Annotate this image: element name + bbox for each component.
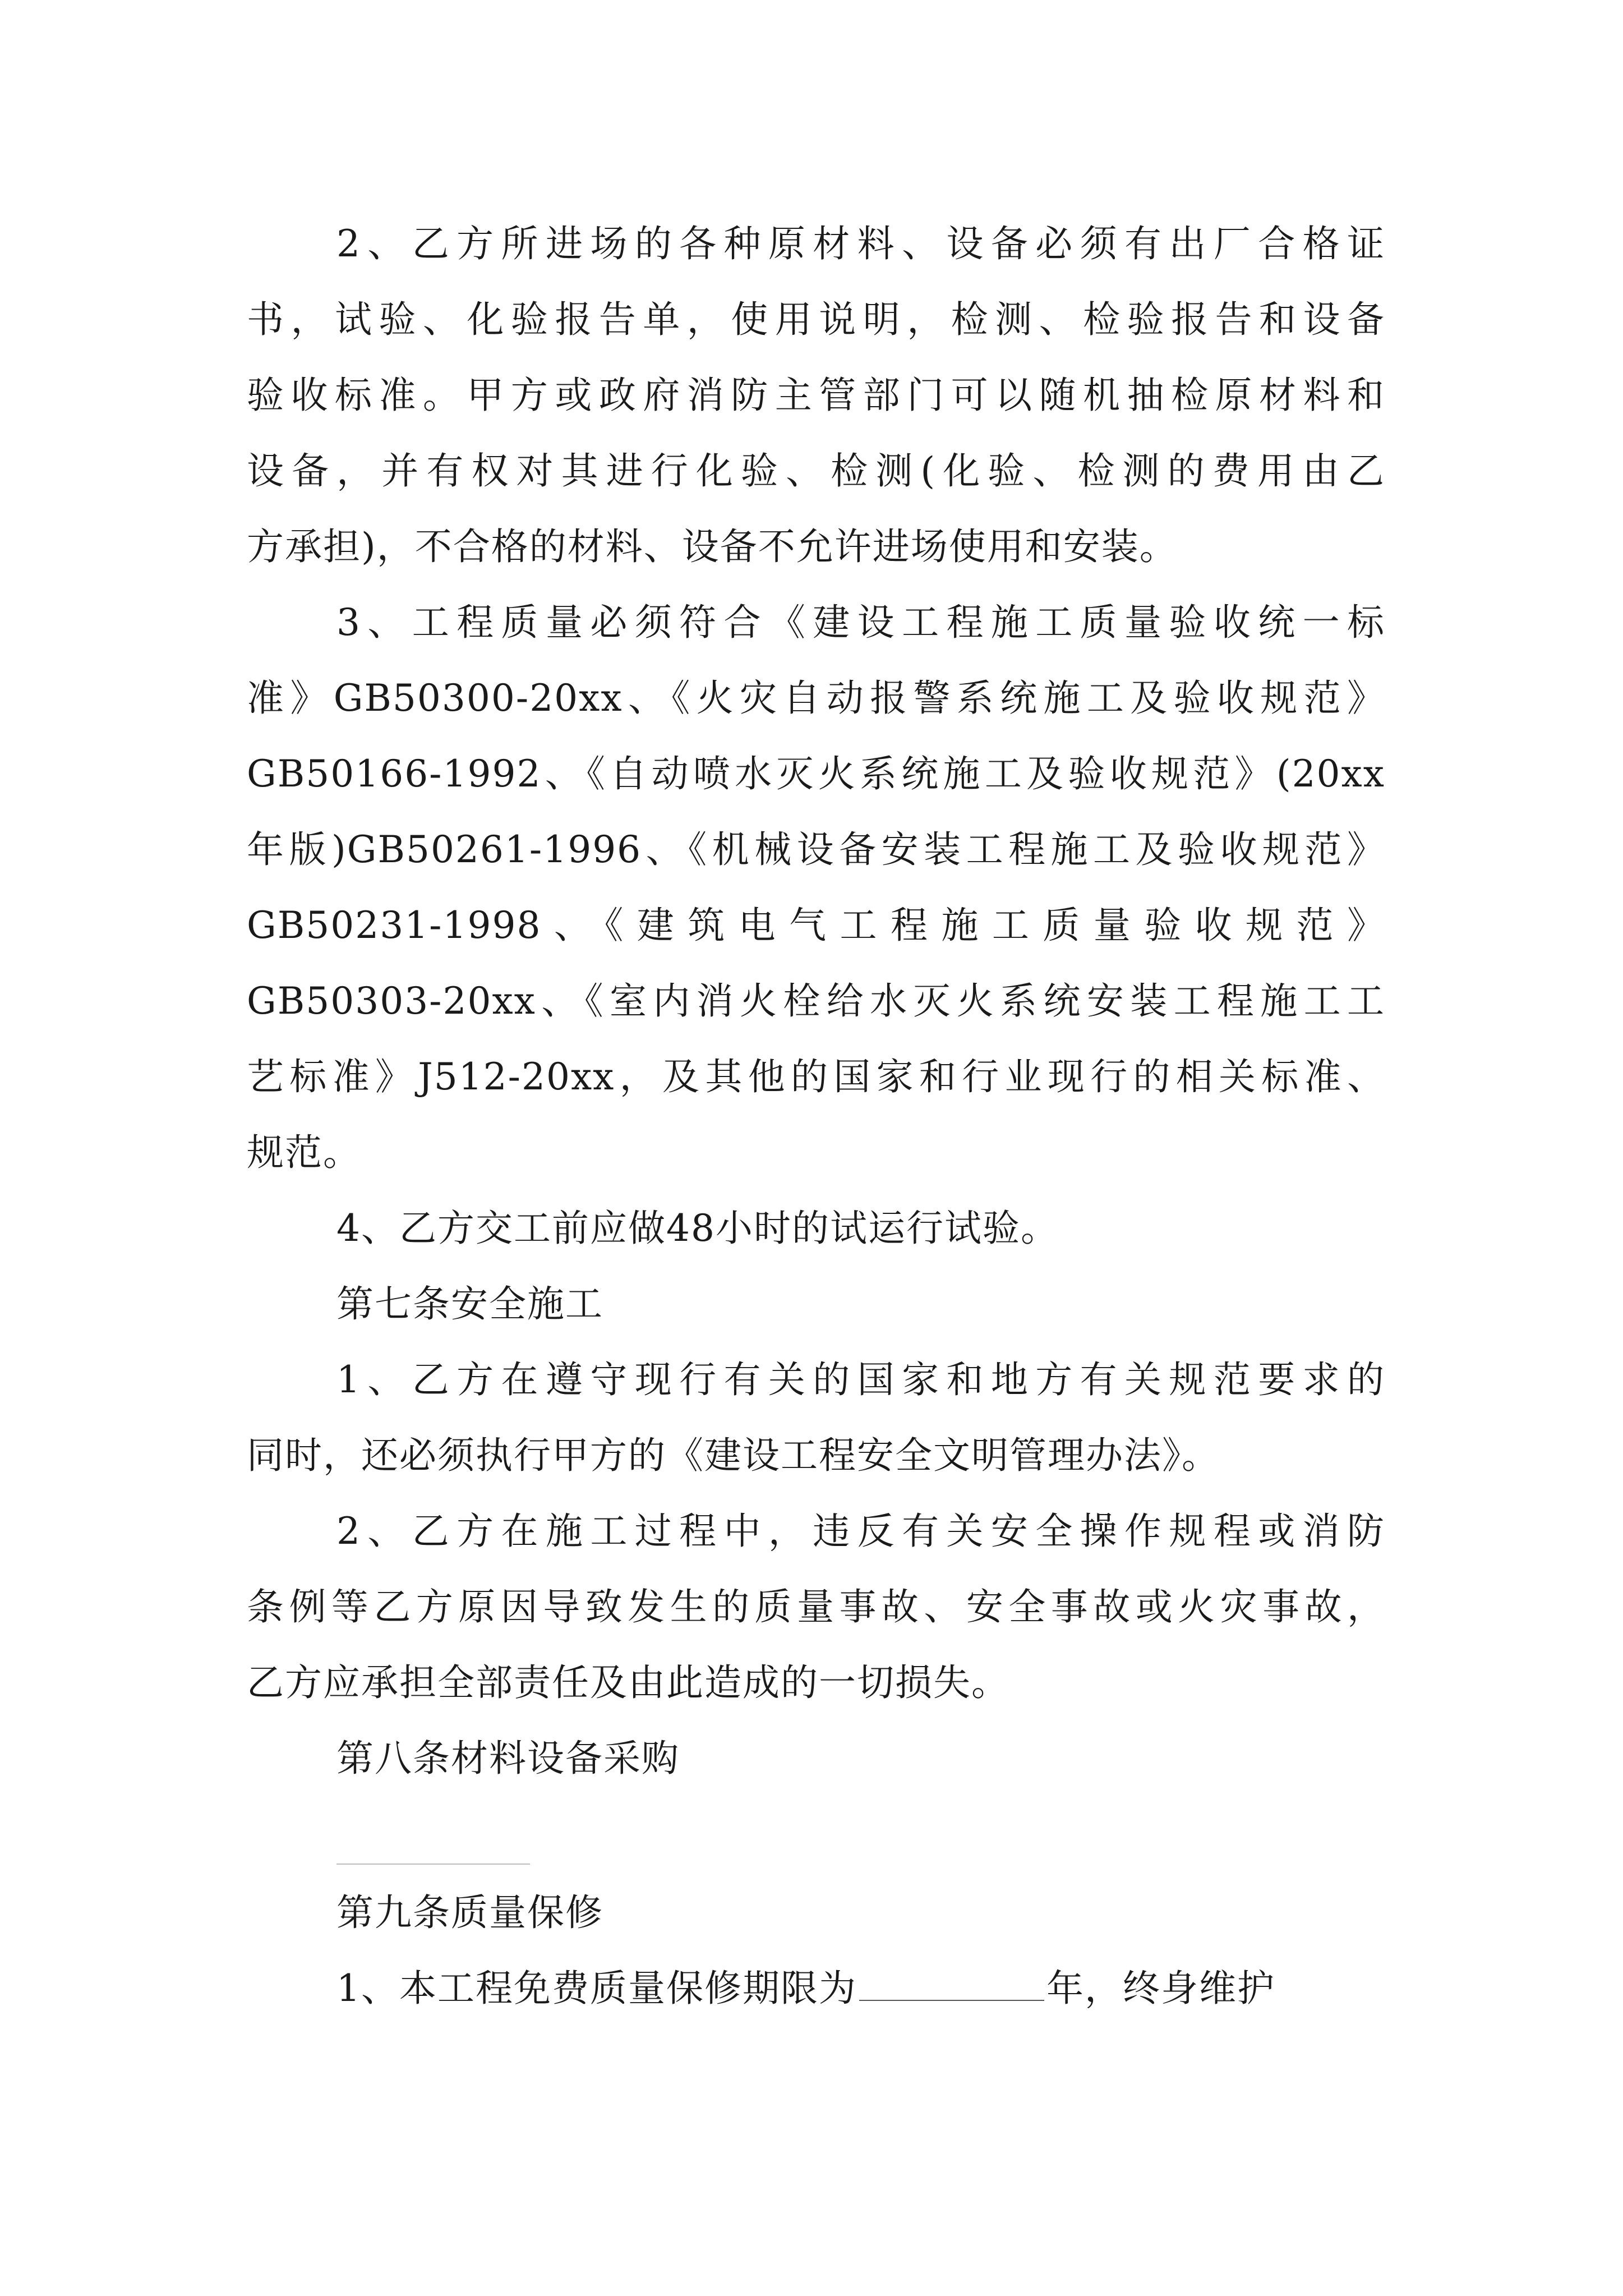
paragraph-4: 4、乙方交工前应做48小时的试运行试验。 (336, 1207, 1059, 1250)
paragraph-2-line-5: 方承担)，不合格的材料、设备不允许进场使用和安装。 (247, 525, 1178, 568)
paragraph-3-line-7: 艺标准》J512-20xx，及其他的国家和行业现行的相关标准、 (247, 1055, 1385, 1098)
article-7-item-2-line-2: 条例等乙方原因导致发生的质量事故、安全事故或火灾事故， (247, 1585, 1385, 1628)
paragraph-2-line-1: 2、乙方所进场的各种原材料、设备必须有出厂合格证 (336, 222, 1385, 265)
paragraph-3-line-2: 准》GB50300-20xx、《火灾自动报警系统施工及验收规范》 (247, 677, 1385, 720)
warranty-text-before: 1、本工程免费质量保修期限为 (336, 1967, 857, 2010)
paragraph-3-line-6: GB50303-20xx、《室内消火栓给水灭火系统安装工程施工工 (247, 979, 1385, 1023)
paragraph-2-line-4: 设备，并有权对其进行化验、检测(化验、检测的费用由乙 (247, 449, 1385, 493)
article-7-item-2-line-3: 乙方应承担全部责任及由此造成的一切损失。 (247, 1661, 1009, 1704)
paragraph-3-line-1: 3、工程质量必须符合《建设工程施工质量验收统一标 (336, 601, 1385, 644)
paragraph-3-line-5: GB50231-1998、《建筑电气工程施工质量验收规范》 (247, 904, 1385, 947)
warranty-text-after: 年，终身维护 (1046, 1967, 1275, 2010)
divider-rule (336, 1864, 530, 1865)
paragraph-3-line-8: 规范。 (247, 1131, 361, 1174)
article-7-item-1-line-1: 1、乙方在遵守现行有关的国家和地方有关规范要求的 (336, 1358, 1385, 1401)
article-7-item-2-line-1: 2、乙方在施工过程中，违反有关安全操作规程或消防 (336, 1510, 1385, 1553)
article-9-heading: 第九条质量保修 (336, 1891, 603, 1934)
paragraph-3-line-4: 年版)GB50261-1996、《机械设备安装工程施工及验收规范》 (247, 828, 1385, 871)
paragraph-2-line-3: 验收标准。甲方或政府消防主管部门可以随机抽检原材料和 (247, 374, 1385, 417)
warranty-period-blank (859, 1966, 1044, 2001)
article-7-item-1-line-2: 同时，还必须执行甲方的《建设工程安全文明管理办法》。 (247, 1434, 1220, 1477)
paragraph-3-line-3: GB50166-1992、《自动喷水灭火系统施工及验收规范》(20xx (247, 752, 1385, 795)
article-9-item-1 (336, 1963, 1385, 2014)
paragraph-2-line-2: 书，试验、化验报告单，使用说明，检测、检验报告和设备 (247, 298, 1385, 341)
article-7-heading: 第七条安全施工 (336, 1282, 603, 1326)
article-8-heading: 第八条材料设备采购 (336, 1737, 680, 1780)
